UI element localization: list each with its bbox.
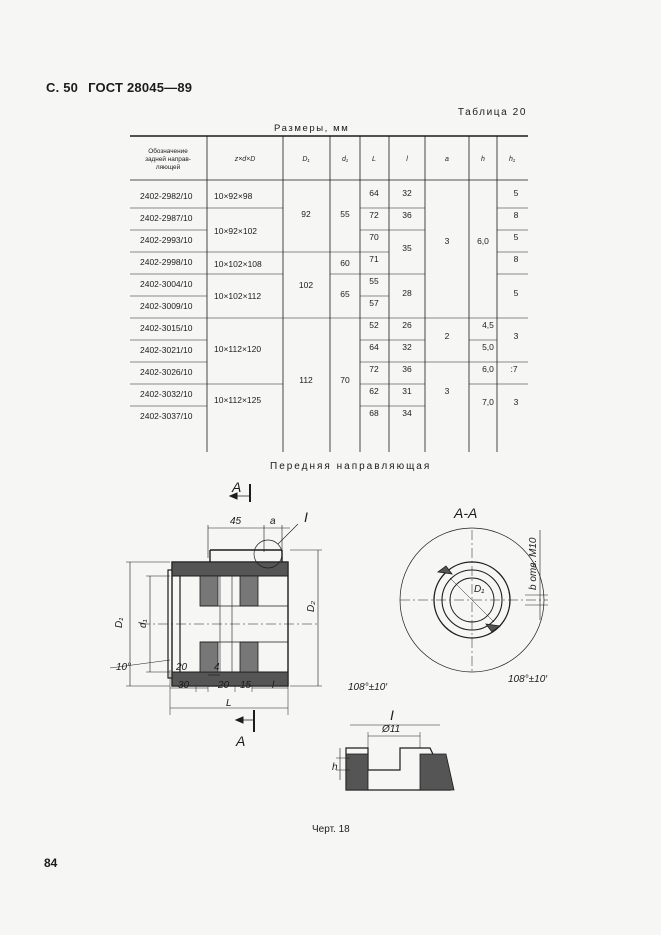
l-cell: 32 bbox=[402, 342, 412, 352]
header-l: l bbox=[406, 156, 408, 163]
dim-d1: d₁ bbox=[138, 619, 149, 628]
l-cell: 36 bbox=[402, 364, 412, 374]
designation-cell: 2402-3026/10 bbox=[140, 367, 193, 377]
designation-cell: 2402-3021/10 bbox=[140, 345, 193, 355]
h-cell: 6,0 bbox=[482, 364, 494, 374]
designation-cell: 2402-3004/10 bbox=[140, 279, 193, 289]
L-cell: 72 bbox=[369, 210, 379, 220]
l-cell: 35 bbox=[402, 243, 412, 253]
L-cell: 52 bbox=[369, 320, 379, 330]
header-a: a bbox=[445, 156, 449, 163]
h1-cell: 3 bbox=[513, 331, 519, 341]
h1-cell: 5 bbox=[513, 288, 519, 298]
sizes-caption: Размеры, мм bbox=[274, 123, 350, 134]
header-L: L bbox=[372, 156, 376, 163]
zdD-cell: 10×92×98 bbox=[214, 191, 253, 201]
a-cell: 3 bbox=[444, 236, 450, 246]
a-cell: 3 bbox=[444, 386, 450, 396]
dim-10deg: 10° bbox=[116, 662, 132, 673]
dim-L: L bbox=[226, 698, 232, 709]
L-cell: 57 bbox=[369, 298, 379, 308]
detail-label-I-view: I bbox=[390, 707, 394, 723]
h1-cell: 5 bbox=[513, 188, 519, 198]
detail-label-I: I bbox=[304, 509, 308, 525]
dim-D1: D₁ bbox=[114, 617, 125, 628]
header-h: h bbox=[481, 156, 485, 163]
dim-h: h bbox=[332, 762, 338, 773]
table-caption: Таблица 20 bbox=[457, 107, 527, 118]
page-number: 84 bbox=[44, 856, 58, 870]
dim-30: 30 bbox=[178, 680, 190, 691]
header-designation-1: Обозначение bbox=[148, 148, 188, 155]
l-cell: 26 bbox=[402, 320, 412, 330]
section-label-A-bottom: А bbox=[236, 733, 246, 749]
header-designation-3: ляющей bbox=[155, 164, 181, 171]
dim-20b: 20 bbox=[218, 680, 230, 691]
header-d1: d₁ bbox=[341, 156, 349, 163]
designation-cell: 2402-3032/10 bbox=[140, 389, 193, 399]
designation-cell: 2402-2993/10 bbox=[140, 235, 193, 245]
designation-cell: 2402-3015/10 bbox=[140, 323, 193, 333]
L-cell: 71 bbox=[369, 254, 379, 264]
h1-cell: 8 bbox=[513, 254, 519, 264]
d1-cell: 70 bbox=[340, 375, 350, 385]
figure-caption: Черт. 18 bbox=[312, 824, 350, 835]
zdD-cell: 10×102×108 bbox=[214, 259, 262, 269]
dim-angle-108-right: 108°±10′ bbox=[508, 674, 548, 685]
dim-45: 45 bbox=[230, 516, 242, 527]
dim-angle-108-left: 108°±10′ bbox=[348, 682, 388, 693]
l-cell: 28 bbox=[402, 288, 412, 298]
dim-D2: D₂ bbox=[306, 600, 317, 612]
dim-4: 4 bbox=[214, 662, 220, 673]
L-cell: 55 bbox=[369, 276, 379, 286]
header-zdD: z×d×D bbox=[234, 156, 256, 163]
zdD-cell: 10×112×125 bbox=[214, 395, 262, 405]
h1-cell: 3 bbox=[513, 397, 519, 407]
D1-cell: 102 bbox=[298, 280, 314, 290]
h1-cell: 5 bbox=[513, 232, 519, 242]
dim-a: a bbox=[270, 516, 276, 527]
h-cell: 4,5 bbox=[482, 320, 494, 330]
d1-cell: 60 bbox=[340, 258, 350, 268]
D1-cell: 112 bbox=[299, 375, 313, 385]
l-cell: 31 bbox=[402, 386, 412, 396]
l-cell: 34 bbox=[402, 408, 412, 418]
l-cell: 32 bbox=[402, 188, 412, 198]
h-cell: 7,0 bbox=[482, 397, 494, 407]
dim-D1-section: D₁ bbox=[474, 584, 485, 595]
h1-cell: 8 bbox=[513, 210, 519, 220]
section-title: Передняя направляющая bbox=[270, 461, 432, 472]
L-cell: 64 bbox=[369, 342, 379, 352]
l-cell: 36 bbox=[402, 210, 412, 220]
standard-code: ГОСТ 28045—89 bbox=[88, 80, 193, 95]
L-cell: 62 bbox=[369, 386, 379, 396]
L-cell: 68 bbox=[369, 408, 379, 418]
dim-b-hole: b отв. М10 bbox=[528, 537, 539, 590]
header-D1: D₁ bbox=[302, 156, 310, 163]
dim-d11: Ø11 bbox=[382, 724, 401, 735]
dimensions-table bbox=[0, 0, 661, 460]
dim-l: l bbox=[272, 680, 275, 691]
L-cell: 64 bbox=[369, 188, 379, 198]
dim-20: 20 bbox=[176, 662, 188, 673]
d1-cell: 65 bbox=[340, 289, 350, 299]
h1-cell: :7 bbox=[510, 364, 518, 374]
section-label-AA: А-А bbox=[454, 505, 478, 521]
L-cell: 72 bbox=[369, 364, 379, 374]
designation-cell: 2402-2982/10 bbox=[140, 191, 193, 201]
designation-cell: 2402-2987/10 bbox=[140, 213, 193, 223]
D1-cell: 92 bbox=[301, 209, 311, 219]
header-designation-2: задней направ- bbox=[145, 156, 191, 163]
section-label-A-top: А bbox=[232, 479, 242, 495]
a-cell: 2 bbox=[444, 331, 450, 341]
zdD-cell: 10×112×120 bbox=[214, 344, 262, 354]
designation-cell: 2402-2998/10 bbox=[140, 257, 193, 267]
h-cell: 6,0 bbox=[477, 236, 489, 246]
header-h1: h₁ bbox=[508, 156, 516, 163]
designation-cell: 2402-3009/10 bbox=[140, 301, 193, 311]
dim-15: 15 bbox=[240, 680, 252, 691]
L-cell: 70 bbox=[369, 232, 379, 242]
h-cell: 5,0 bbox=[482, 342, 494, 352]
page-number-header: С. 50 bbox=[46, 80, 79, 95]
technical-drawing bbox=[0, 470, 661, 820]
zdD-cell: 10×92×102 bbox=[214, 226, 258, 236]
designation-cell: 2402-3037/10 bbox=[140, 411, 193, 421]
zdD-cell: 10×102×112 bbox=[214, 291, 262, 301]
d1-cell: 55 bbox=[340, 209, 350, 219]
